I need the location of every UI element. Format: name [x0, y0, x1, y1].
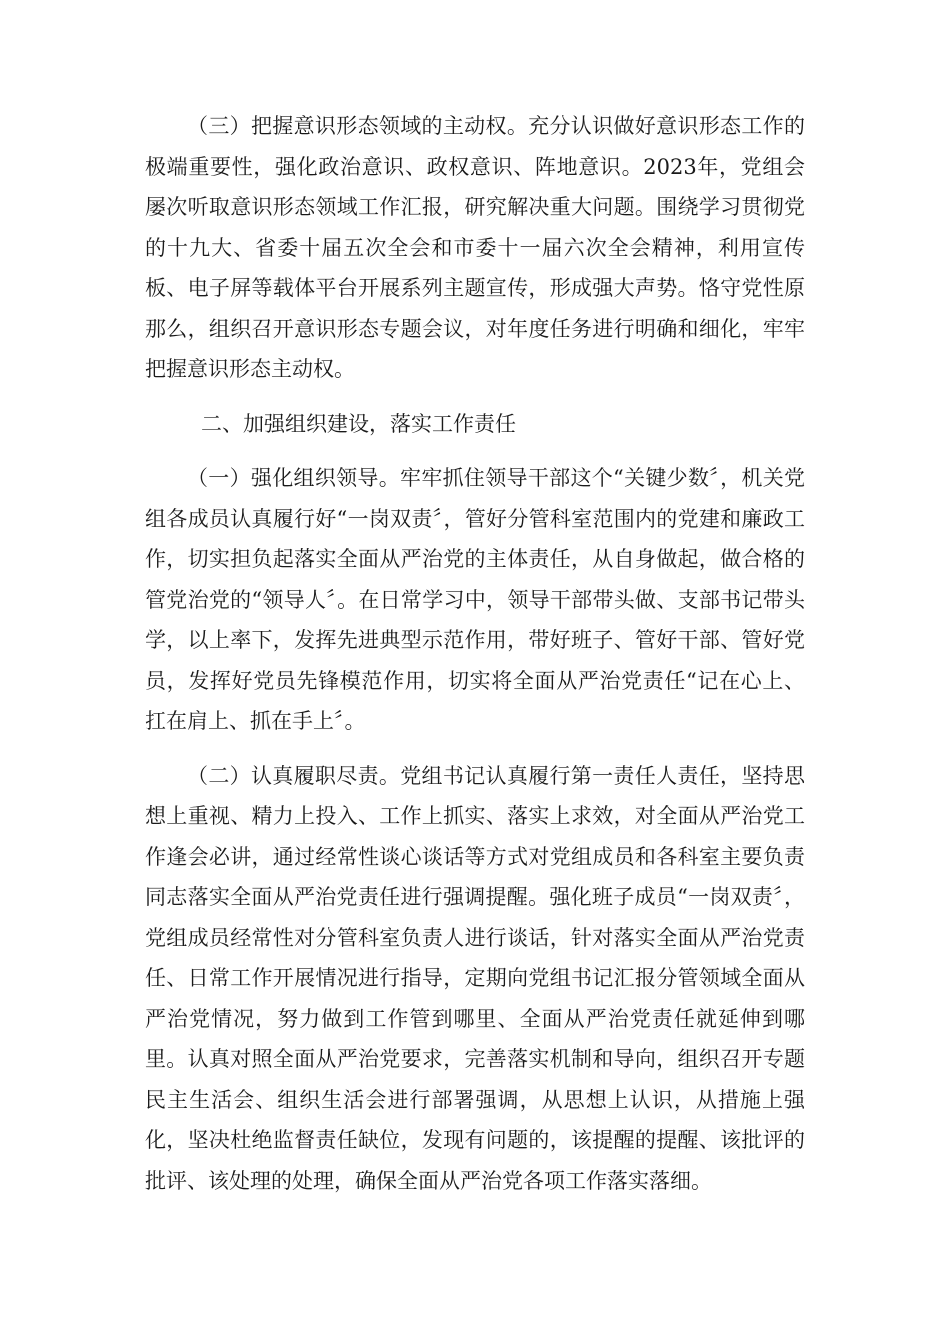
paragraph-duty-performance: （二）认真履职尽责。党组书记认真履行第一责任人责任，坚持思想上重视、精力上投入、工作上抓实、落实上求效，对全面从严治党工作逢会必讲，通过经常性谈心谈话等方式对党组成员和各科室主要负责同志落实全面从严治党责任进行强调提醒。强化班子成员“一岗双责〞，党组成员经常性对分管科室负责人进行谈话，针对落实全面从严治党责任、日常工作开展情况进行指导，定期向党组书记汇报分管领域全面从严治党情况，努力做到工作管到哪里、全面从严治党责任就延伸到哪里。认真对照全面从严治党要求，完善落实机制和导向，组织召开专题民主生活会、组织生活会进行部署强调，从思想上认识，从措施上强化，坚决杜绝监督责任缺位，发现有问题的，该提醒的提醒、该批评的批评、该处理的处理，确保全面从严治党各项工作落实落细。 — [145, 763, 805, 1193]
paragraph-ideology-initiative: （三）把握意识形态领域的主动权。充分认识做好意识形态工作的极端重要性，强化政治意识、政权意识、阵地意识。2023年，党组会屡次听取意识形态领域工作汇报，研究解决重大问题。围绕学习贯彻党的十九大、省委十届五次全会和市委十一届六次全会精神，利用宣传板、电子屏等载体平台开展系列主题宣传，形成强大声势。恪守党性原那么，组织召开意识形态专题会议，对年度任务进行明确和细化，牢牢把握意识形态主动权。 — [145, 114, 805, 381]
paragraph-organizational-leadership: （一）强化组织领导。牢牢抓住领导干部这个“关键少数〞，机关党组各成员认真履行好“一岗双责〞，管好分管科室范围内的党建和廉政工作，切实担负起落实全面从严治党的主体责任，从自身做起，做合格的管党治党的“领导人〞。在日常学习中，领导干部带头做、支部书记带头学，以上率下，发挥先进典型示范作用，带好班子、管好干部、管好党员，发挥好党员先锋模范作用，切实将全面从严治党责任“记在心上、扛在肩上、抓在手上〞。 — [145, 466, 805, 733]
section-heading-organization: 二、加强组织建设，落实工作责任 — [201, 411, 516, 436]
document-body — [145, 106, 805, 1215]
